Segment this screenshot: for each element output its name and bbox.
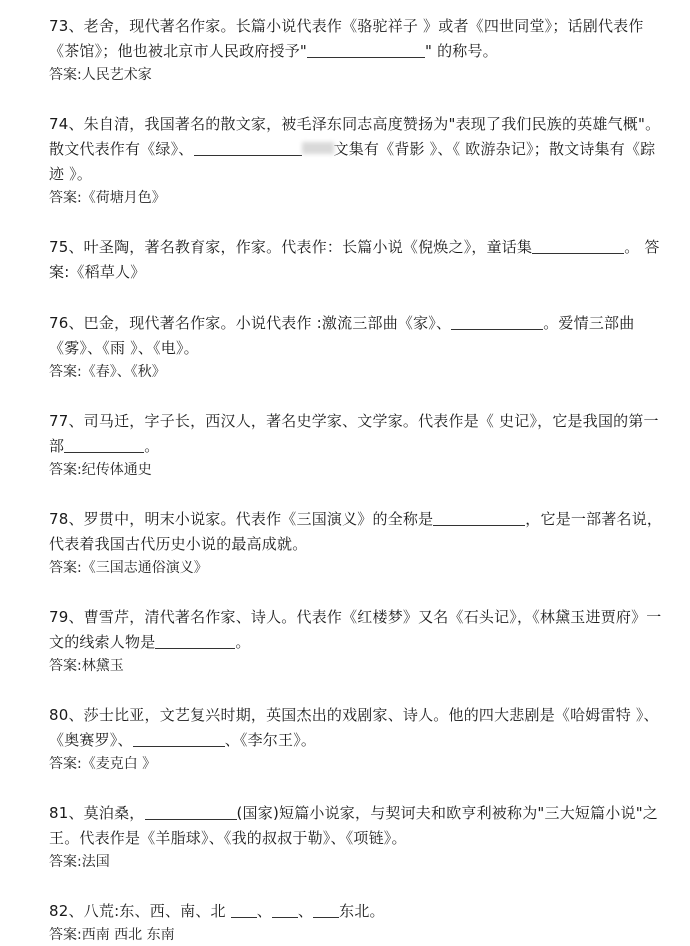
blurred-smudge bbox=[302, 142, 334, 154]
question-74 bbox=[49, 112, 664, 209]
question-text-part: 75、叶圣陶，著名教育家，作家。代表作：长篇小说《倪焕之》，童话集 bbox=[49, 238, 533, 256]
question-text bbox=[49, 409, 664, 459]
question-text-part: 。 bbox=[144, 437, 160, 455]
answer-line: 答案:《荷塘月色》 bbox=[49, 190, 166, 206]
question-text-part: 东北。 bbox=[339, 902, 385, 920]
question-text-part: 。 答案:《稻草人》 bbox=[49, 238, 660, 281]
answer-line: 答案:《麦克白 》 bbox=[49, 756, 157, 772]
question-text-part: 80、莎士比亚，文艺复兴时期，英国杰出的戏剧家、诗人。他的四大悲剧是《哈姆雷特 》、《奥赛罗》、 bbox=[49, 706, 659, 749]
answer-blank bbox=[194, 140, 302, 156]
question-text-part: 文集有《背影 》、《 欧游杂记》；散文诗集有《踪迹 》。 bbox=[49, 140, 656, 183]
answer-line: 答案:《三国志通俗演义》 bbox=[49, 560, 208, 576]
answer-line: 答案:西南 西北 东南 bbox=[49, 927, 175, 943]
answer-blank bbox=[313, 902, 339, 918]
question-text bbox=[49, 311, 664, 361]
answer-line: 答案:法国 bbox=[49, 854, 110, 870]
question-77 bbox=[49, 409, 664, 481]
answer-line: 答案:纪传体通史 bbox=[49, 462, 152, 478]
question-text-part: " 的称号。 bbox=[425, 42, 498, 60]
question-text-part: 74、朱自清，我国著名的散文家，被毛泽东同志高度赞扬为"表现了我们民族的英雄气概"。散文代表作有《绿》、 bbox=[49, 115, 661, 158]
question-text-part: 。爱情三部曲《雾》、《雨 》、《电》。 bbox=[49, 314, 635, 357]
answer-blank bbox=[231, 902, 257, 918]
question-78 bbox=[49, 507, 664, 579]
answer-blank bbox=[155, 633, 235, 649]
question-text bbox=[49, 605, 664, 655]
answer-blank bbox=[145, 804, 237, 820]
question-81 bbox=[49, 801, 664, 873]
answer-line: 答案:林黛玉 bbox=[49, 658, 124, 674]
question-73 bbox=[49, 14, 664, 86]
answer-blank bbox=[133, 731, 225, 747]
question-79 bbox=[49, 605, 664, 677]
question-76 bbox=[49, 311, 664, 383]
question-text-part: 78、罗贯中，明末小说家。代表作《三国演义》的全称是 bbox=[49, 510, 434, 528]
answer-blank bbox=[64, 437, 144, 453]
answer-line: 答案:《春》、《秋》 bbox=[49, 364, 166, 380]
answer-blank bbox=[451, 314, 543, 330]
answer-blank bbox=[272, 902, 298, 918]
question-text-part: 、《李尔王》。 bbox=[224, 731, 317, 749]
question-text bbox=[49, 112, 664, 187]
question-text-part: 79、曹雪芹，清代著名作家、诗人。代表作《红楼梦》又名《石头记》，《林黛玉进贾府》一文的线索人物是 bbox=[49, 608, 662, 651]
question-text-part: 81、莫泊桑， bbox=[49, 804, 145, 822]
question-text-part: 82、八荒:东、西、南、北 bbox=[49, 902, 231, 920]
question-text-part: 。 bbox=[235, 633, 251, 651]
question-82 bbox=[49, 899, 664, 946]
answer-blank bbox=[433, 510, 525, 526]
question-text bbox=[49, 703, 664, 753]
question-80 bbox=[49, 703, 664, 775]
answer-blank bbox=[532, 238, 624, 254]
blank-separator: 、 bbox=[256, 902, 272, 920]
question-text bbox=[49, 899, 664, 924]
blank-separator: 、 bbox=[297, 902, 314, 920]
answer-blank bbox=[307, 42, 425, 58]
question-text-part: 76、巴金，现代著名作家。小说代表作 :激流三部曲《家》、 bbox=[49, 314, 452, 332]
question-text bbox=[49, 507, 664, 557]
question-text-part: 77、司马迁，字子长，西汉人，著名史学家、文学家。代表作是《 史记》，它是我国的第一部 bbox=[49, 412, 659, 455]
question-text-part: (国家)短篇小说家，与契诃夫和欧亨利被称为"三大短篇小说"之王。代表作是《羊脂球》、《我的叔叔于勒》、《项链》。 bbox=[49, 804, 659, 847]
question-text bbox=[49, 235, 664, 285]
question-text bbox=[49, 14, 664, 64]
answer-line: 答案:人民艺术家 bbox=[49, 67, 152, 83]
question-text-part: ，它是一部著名说，代表着我国古代历史小说的最高成就。 bbox=[49, 510, 663, 553]
question-75 bbox=[49, 235, 664, 285]
question-text bbox=[49, 801, 664, 851]
question-text-part: 73、老舍，现代著名作家。长篇小说代表作《骆驼祥子 》或者《四世同堂》；话剧代表作《茶馆》；他也被北京市人民政府授予" bbox=[49, 17, 644, 60]
